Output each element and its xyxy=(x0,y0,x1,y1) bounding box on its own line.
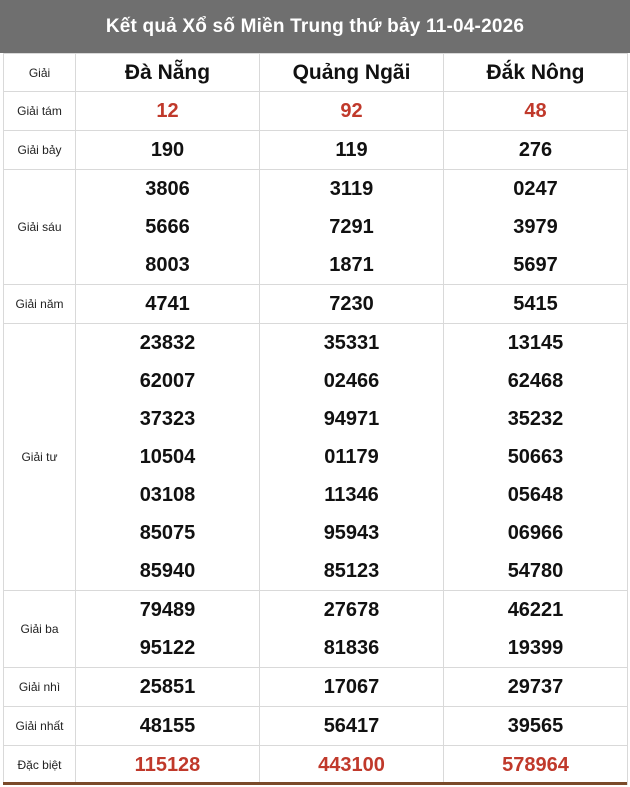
prize-number: 17067 xyxy=(323,676,380,698)
prize-number: 06966 xyxy=(507,522,564,544)
prize-number: 48155 xyxy=(139,715,196,737)
prize-number: 46221 xyxy=(507,599,564,621)
prize-number: 27678 xyxy=(323,599,380,621)
prize-row xyxy=(4,92,628,131)
prize-row xyxy=(4,170,628,285)
prize-number: 48 xyxy=(524,100,547,122)
prize-number: 13145 xyxy=(507,332,564,354)
prize-cell xyxy=(444,746,628,785)
prize-row xyxy=(4,324,628,591)
prize-number: 119 xyxy=(335,139,368,161)
page-title: Kết quả Xổ số Miền Trung thứ bảy 11-04-2026 xyxy=(0,0,630,53)
prize-number: 37323 xyxy=(139,408,196,430)
prize-number: 03108 xyxy=(139,484,196,506)
prize-cell xyxy=(260,707,444,746)
prize-number: 02466 xyxy=(323,370,380,392)
province-header[interactable]: Đắk Nông xyxy=(444,54,628,92)
province-header[interactable]: Quảng Ngãi xyxy=(260,54,444,92)
prize-cell xyxy=(444,131,628,170)
prize-cell xyxy=(76,92,260,131)
prize-number: 54780 xyxy=(507,560,564,582)
prize-number: 85123 xyxy=(323,560,380,582)
prize-cell xyxy=(260,324,444,591)
prize-cell xyxy=(444,668,628,707)
prize-cell xyxy=(260,746,444,785)
prize-number: 81836 xyxy=(323,637,380,659)
prize-cell xyxy=(260,591,444,668)
prize-number: 25851 xyxy=(139,676,196,698)
prize-cell xyxy=(444,92,628,131)
prize-cell xyxy=(444,324,628,591)
prize-number: 56417 xyxy=(323,715,380,737)
prize-cell xyxy=(260,131,444,170)
prize-number: 10504 xyxy=(139,446,196,468)
prize-cell xyxy=(260,170,444,285)
prize-label: Giải năm xyxy=(4,285,76,324)
prize-cell xyxy=(76,707,260,746)
prize-cell xyxy=(444,591,628,668)
prize-number: 29737 xyxy=(507,676,564,698)
prize-number: 23832 xyxy=(139,332,196,354)
prize-number: 79489 xyxy=(139,599,196,621)
bottom-divider xyxy=(3,782,627,785)
header-row xyxy=(4,54,628,92)
prize-number: 95122 xyxy=(139,637,196,659)
prize-number: 7230 xyxy=(329,293,374,315)
results-table xyxy=(3,53,628,785)
prize-number: 95943 xyxy=(323,522,380,544)
prize-cell xyxy=(444,285,628,324)
province-header[interactable]: Đà Nẵng xyxy=(76,54,260,92)
prize-number: 19399 xyxy=(507,637,564,659)
prize-cell xyxy=(260,285,444,324)
prize-number: 115128 xyxy=(134,754,201,776)
prize-number: 190 xyxy=(150,139,185,161)
prize-label: Giải tám xyxy=(4,92,76,131)
prize-number: 4741 xyxy=(145,293,190,315)
prize-cell xyxy=(76,131,260,170)
prize-number: 85075 xyxy=(139,522,196,544)
prize-cell xyxy=(76,591,260,668)
prize-number: 92 xyxy=(340,100,363,122)
prize-label: Giải bảy xyxy=(4,131,76,170)
prize-number: 8003 xyxy=(145,254,190,276)
prize-number: 94971 xyxy=(323,408,380,430)
prize-number: 5666 xyxy=(145,216,190,238)
prize-cell xyxy=(444,707,628,746)
prize-number: 35331 xyxy=(323,332,380,354)
prize-number: 85940 xyxy=(139,560,196,582)
prize-number: 5697 xyxy=(513,254,558,276)
prize-label: Giải nhì xyxy=(4,668,76,707)
prize-cell xyxy=(260,92,444,131)
prize-cell xyxy=(76,170,260,285)
prize-row xyxy=(4,668,628,707)
prize-cell xyxy=(76,285,260,324)
prize-cell xyxy=(76,324,260,591)
prize-number: 1871 xyxy=(329,254,374,276)
prize-label: Giải nhất xyxy=(4,707,76,746)
prize-number: 3119 xyxy=(329,178,374,200)
prize-number: 62468 xyxy=(507,370,564,392)
prize-row xyxy=(4,707,628,746)
prize-label: Giải ba xyxy=(4,591,76,668)
prize-cell xyxy=(76,746,260,785)
prize-row xyxy=(4,131,628,170)
prize-cell xyxy=(260,668,444,707)
prize-number: 50663 xyxy=(507,446,564,468)
prize-number: 39565 xyxy=(507,715,564,737)
prize-label: Đặc biệt xyxy=(4,746,76,785)
header-label: Giải xyxy=(4,54,76,92)
prize-number: 12 xyxy=(156,100,179,122)
prize-number: 11346 xyxy=(324,484,379,506)
prize-label: Giải sáu xyxy=(4,170,76,285)
prize-row xyxy=(4,285,628,324)
prize-number: 5415 xyxy=(513,293,558,315)
prize-number: 05648 xyxy=(507,484,564,506)
prize-number: 3979 xyxy=(513,216,558,238)
prize-cell xyxy=(76,668,260,707)
prize-number: 62007 xyxy=(139,370,196,392)
prize-number: 01179 xyxy=(324,446,379,468)
prize-row xyxy=(4,746,628,785)
prize-number: 0247 xyxy=(513,178,558,200)
prize-number: 276 xyxy=(518,139,553,161)
prize-row xyxy=(4,591,628,668)
prize-label: Giải tư xyxy=(4,324,76,591)
prize-number: 3806 xyxy=(145,178,190,200)
prize-cell xyxy=(444,170,628,285)
prize-number: 7291 xyxy=(329,216,374,238)
prize-number: 578964 xyxy=(502,754,569,776)
prize-number: 35232 xyxy=(507,408,564,430)
prize-number: 443100 xyxy=(318,754,385,776)
